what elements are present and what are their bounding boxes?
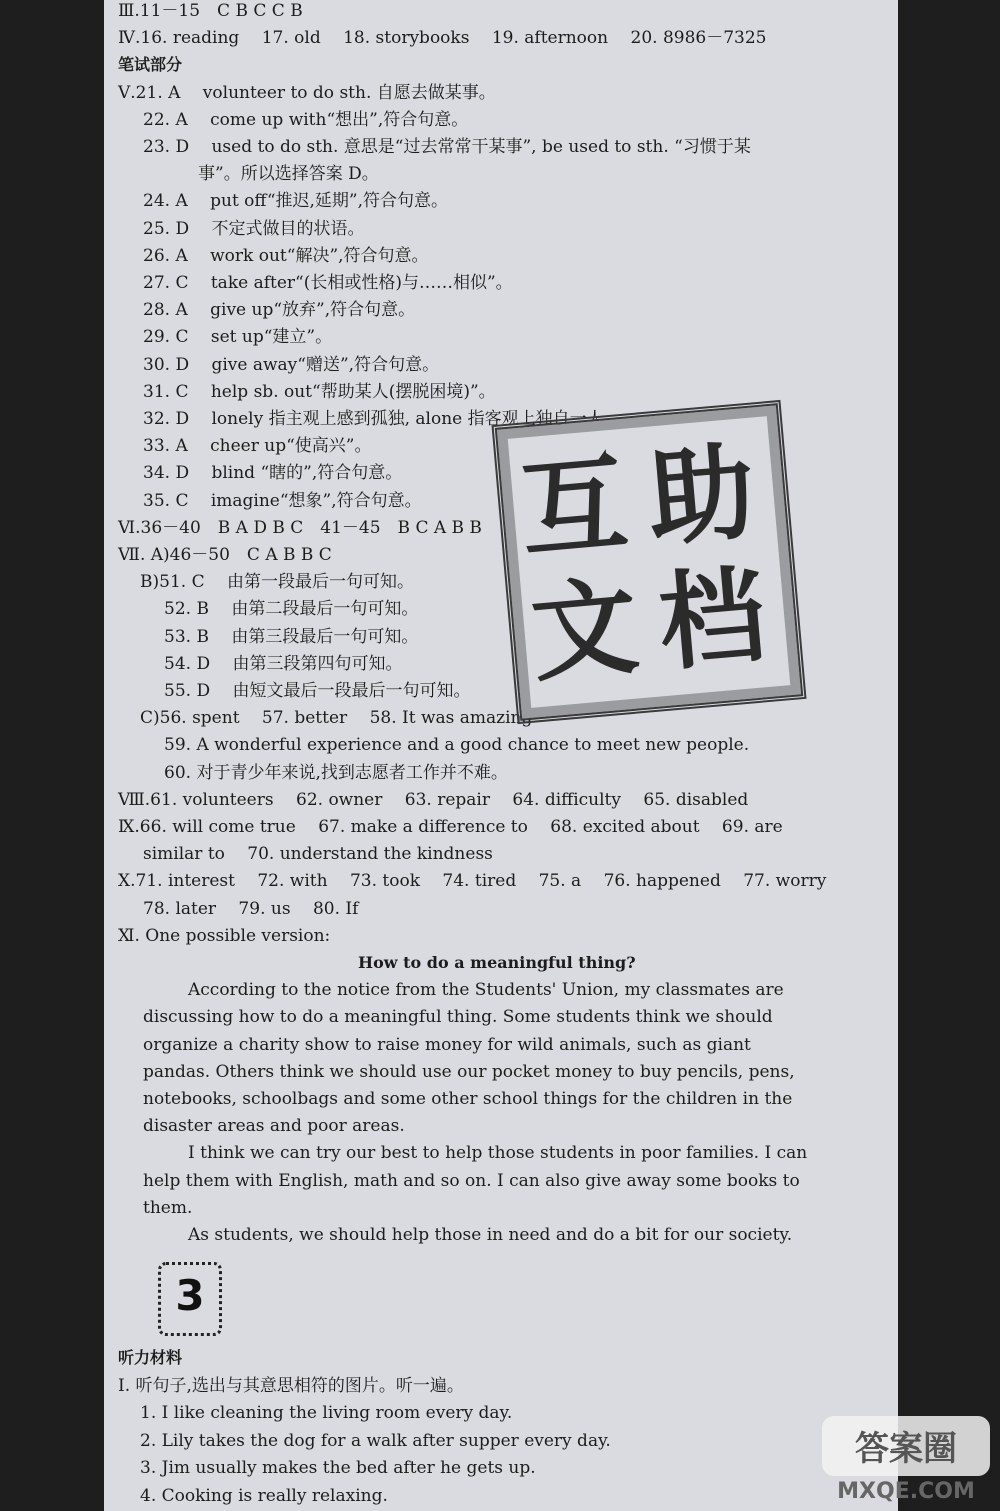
stamp-char: 互 bbox=[515, 440, 633, 573]
answer-line: 2. Lily takes the dog for a walk after supper every day. bbox=[140, 1430, 611, 1451]
answer-line: Ⅹ.71. interest 72. with 73. took 74. tired 75. a 76. happened 77. worry bbox=[118, 871, 827, 892]
answer-line: them. bbox=[143, 1197, 193, 1218]
answer-line: 33. A cheer up“使高兴”。 bbox=[143, 436, 372, 457]
unit-number-badge bbox=[158, 1262, 222, 1336]
answer-line: According to the notice from the Students' Union, my classmates are bbox=[188, 980, 784, 1001]
answer-line: 31. C help sb. out“帮助某人(摆脱困境)”。 bbox=[143, 381, 496, 402]
answer-line: 78. later 79. us 80. If bbox=[143, 898, 359, 919]
essay-title: How to do a meaningful thing? bbox=[358, 953, 636, 972]
answer-line: 29. C set up“建立”。 bbox=[143, 327, 333, 348]
answer-line: 28. A give up“放弃”,符合句意。 bbox=[143, 300, 416, 321]
answer-line: help them with English, math and so on. I can also give away some books to bbox=[143, 1170, 800, 1191]
answer-line: As students, we should help those in need and do a bit for our society. bbox=[188, 1225, 793, 1245]
answer-line: disaster areas and poor areas. bbox=[143, 1116, 405, 1137]
answer-line: Ⅺ. One possible version: bbox=[118, 925, 331, 946]
watermark-logo bbox=[818, 1410, 994, 1506]
answer-line: 27. C take after“(长相或性格)与……相似”。 bbox=[143, 273, 513, 293]
answer-line: similar to 70. understand the kindness bbox=[143, 844, 493, 865]
answer-line: 24. A put off“推迟,延期”,符合句意。 bbox=[143, 191, 449, 212]
answer-page bbox=[104, 0, 898, 1511]
unit-number: 3 bbox=[175, 1271, 205, 1320]
answer-line: Ⅲ.11－15 C B C C B bbox=[118, 1, 303, 21]
stamp-char: 档 bbox=[654, 553, 771, 686]
answer-line: 55. D 由短文最后一段最后一句可知。 bbox=[164, 681, 471, 701]
answer-line: 事”。所以选择答案 D。 bbox=[198, 164, 379, 185]
answer-line: 4. Cooking is really relaxing. bbox=[140, 1486, 388, 1506]
answer-line: B)51. C 由第一段最后一句可知。 bbox=[140, 572, 414, 593]
answer-line: 59. A wonderful experience and a good chance to meet new people. bbox=[164, 735, 750, 756]
answer-line: 25. D 不定式做目的状语。 bbox=[143, 218, 365, 239]
answer-line: notebooks, schoolbags and some other school things for the children in the bbox=[143, 1089, 793, 1109]
answer-line: 3. Jim usually makes the bed after he gets up. bbox=[140, 1458, 536, 1479]
answer-line: Ⅵ.36－40 B A D B C 41－45 B C A B B bbox=[118, 517, 482, 538]
answer-line: Ⅸ.66. will come true 67. make a difference to 68. excited about 69. are bbox=[118, 817, 783, 837]
svg-text:答案圈: 答案圈 bbox=[855, 1429, 957, 1469]
answer-line: Ⅷ.61. volunteers 62. owner 63. repair 64. difficulty 65. disabled bbox=[118, 789, 749, 810]
answer-line: 52. B 由第二段最后一句可知。 bbox=[164, 599, 419, 620]
answer-line: 1. I like cleaning the living room every day. bbox=[140, 1403, 513, 1424]
answer-line: discussing how to do a meaningful thing. Some students think we should bbox=[143, 1007, 773, 1028]
answer-line: 30. D give away“赠送”,符合句意。 bbox=[143, 354, 440, 375]
answer-line: 23. D used to do sth. 意思是“过去常常干某事”, be used to sth. “习惯于某 bbox=[143, 137, 751, 157]
answer-line: Ⅰ. 听句子,选出与其意思相符的图片。听一遍。 bbox=[118, 1375, 464, 1396]
answer-line: 53. B 由第三段最后一句可知。 bbox=[164, 626, 419, 647]
section-heading: 听力材料 bbox=[118, 1348, 183, 1367]
answer-line: 60. 对于青少年来说,找到志愿者工作并不难。 bbox=[164, 762, 508, 783]
answer-line: 32. D lonely 指主观上感到孤独, alone 指客观上独自一人。 bbox=[143, 409, 621, 429]
stamp-char: 助 bbox=[643, 429, 760, 562]
answer-line: 26. A work out“解决”,符合句意。 bbox=[143, 245, 429, 266]
stamp-char: 文 bbox=[526, 564, 643, 697]
answer-line: Ⅶ. A)46－50 C A B B C bbox=[118, 545, 332, 565]
svg-text:MXQE.COM: MXQE.COM bbox=[837, 1479, 975, 1504]
answer-line: Ⅴ.21. A volunteer to do sth. 自愿去做某事。 bbox=[118, 82, 496, 103]
answer-line: Ⅳ.16. reading 17. old 18. storybooks 19. afternoon 20. 8986－7325 bbox=[118, 28, 767, 49]
stamp-seal bbox=[491, 400, 806, 724]
answer-line: pandas. Others think we should use our pocket money to buy pencils, pens, bbox=[143, 1061, 795, 1082]
answer-line: 54. D 由第三段第四句可知。 bbox=[164, 653, 403, 674]
answer-line: 35. C imagine“想象”,符合句意。 bbox=[143, 490, 422, 511]
answer-line: organize a charity show to raise money for wild animals, such as giant bbox=[143, 1034, 751, 1055]
section-heading: 笔试部分 bbox=[118, 55, 183, 75]
answer-line: C)56. spent 57. better 58. It was amazing bbox=[140, 708, 533, 729]
answer-line: 34. D blind “瞎的”,符合句意。 bbox=[143, 463, 403, 484]
answer-line: 22. A come up with“想出”,符合句意。 bbox=[143, 109, 469, 130]
answer-line: I think we can try our best to help those students in poor families. I can bbox=[188, 1143, 808, 1164]
